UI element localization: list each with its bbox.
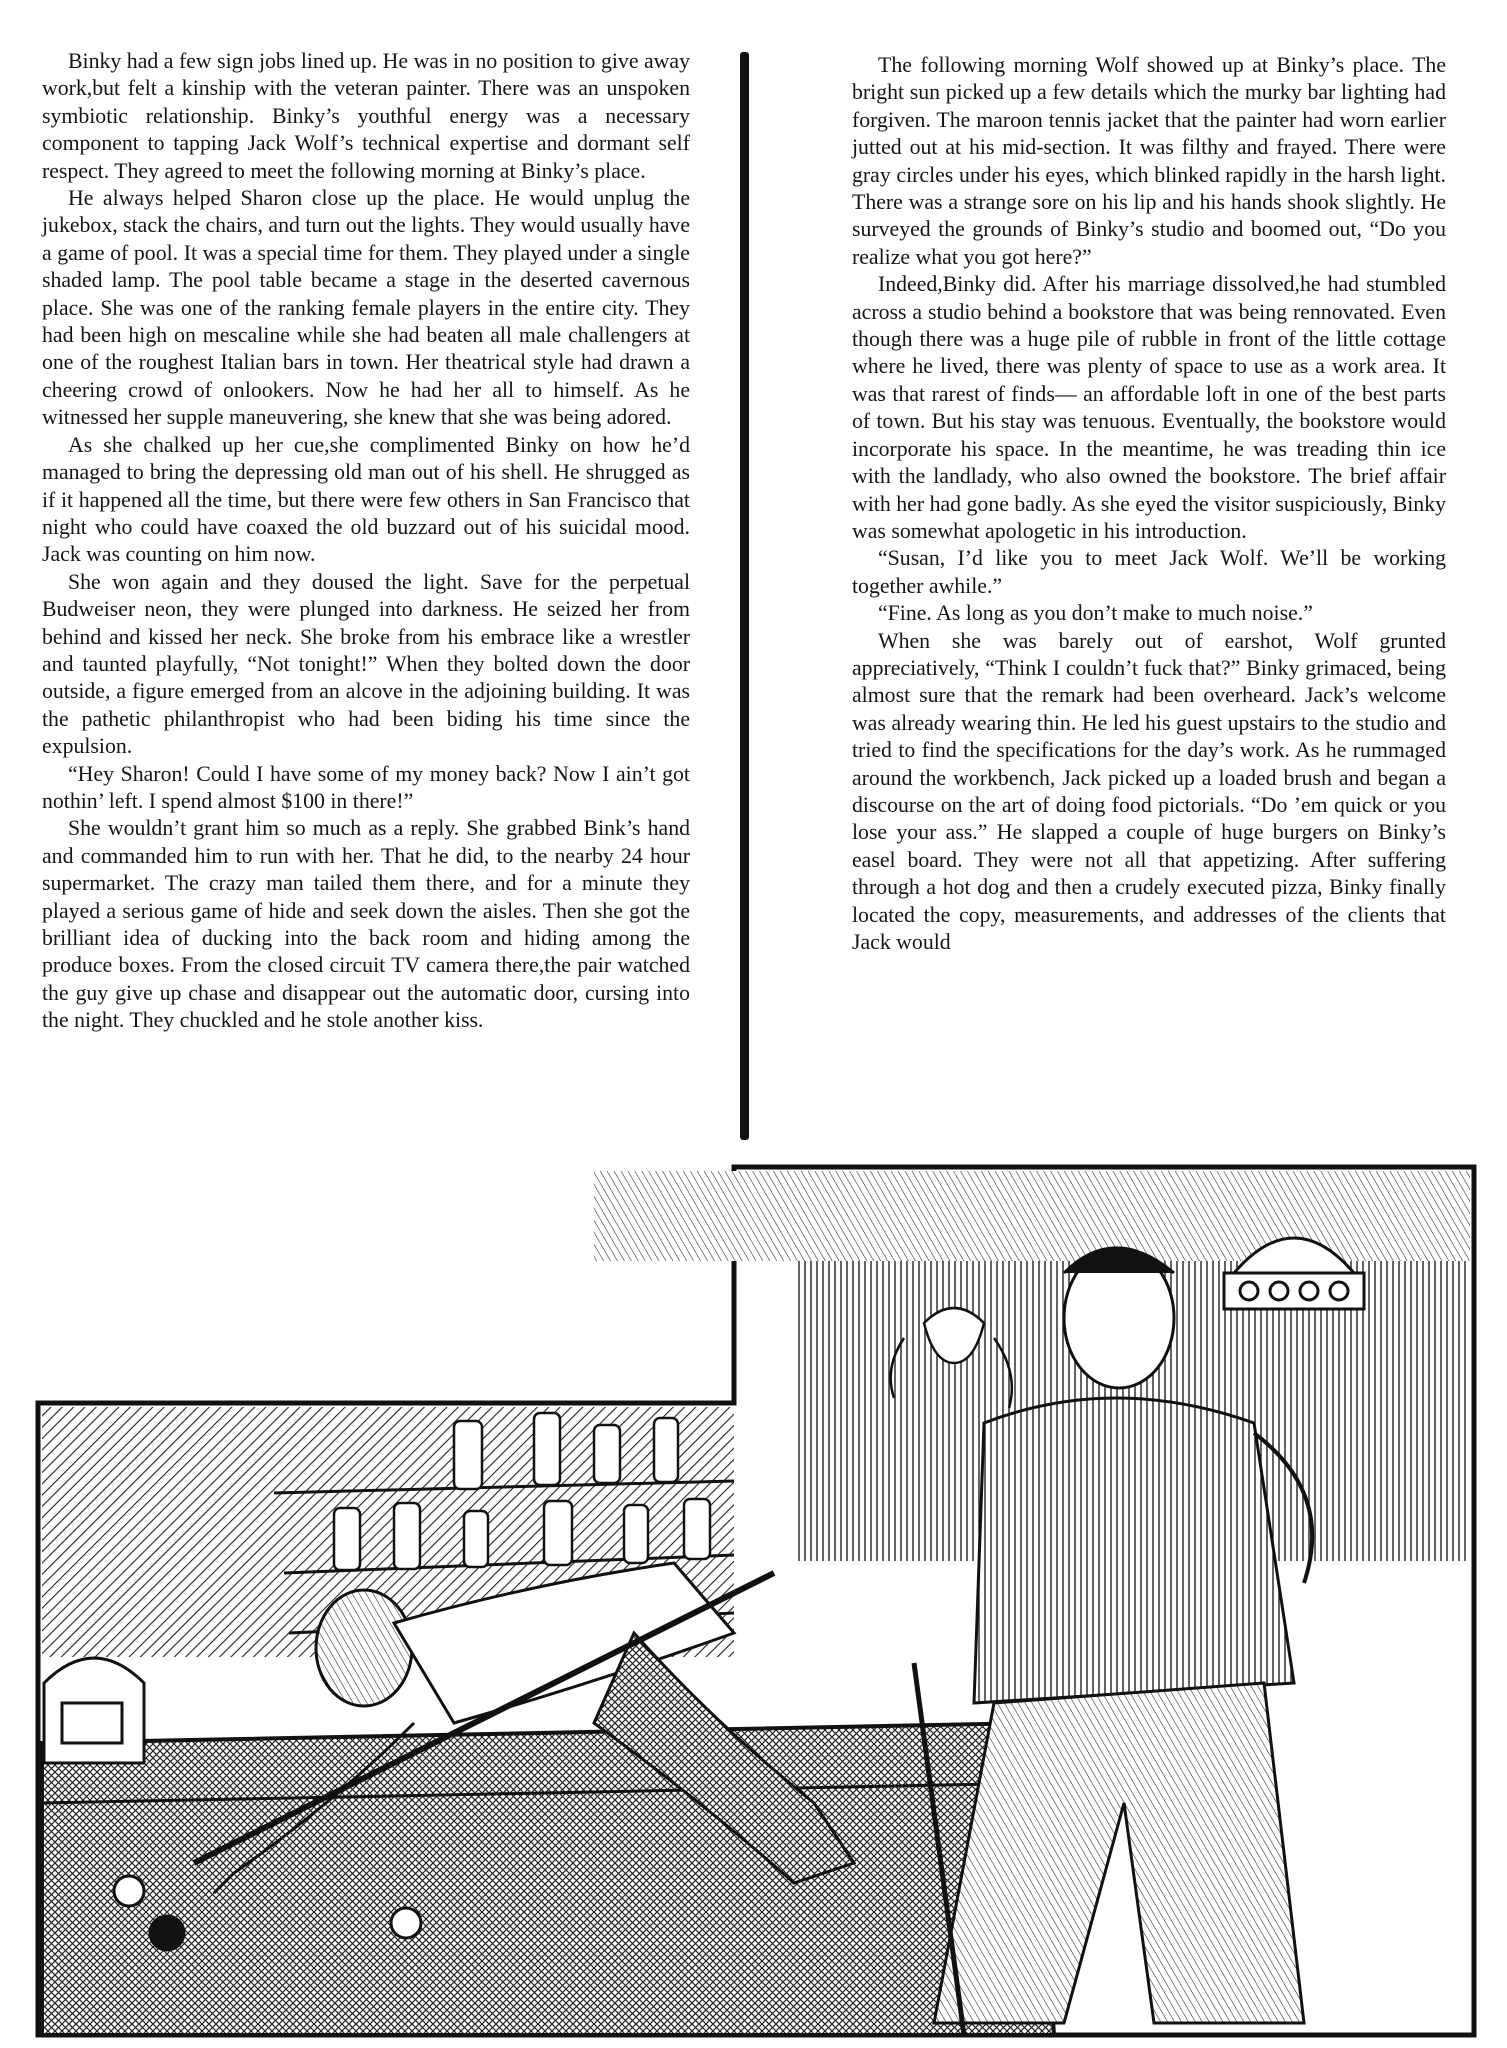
paragraph: He always helped Sharon close up the place. He would unplug the jukebox, stack the chairs, and turn out the lights. They would usually have a game of pool. It was a special time for them. They played under a single shaded lamp. The pool table became a stage in the deserted cavernous place. She was one of the ranking female players in the entire city. They had been high on mescaline while she had beaten all male challengers at one of the roughest Italian bars in town. Her theatrical style had drawn a cheering crowd of onlookers. Now he had her all to himself. As he witnessed her supple maneuvering, she knew that she was being adored.: [42, 186, 690, 430]
paragraph: The following morning Wolf showed up at Binky’s place. The bright sun picked up a few details which the murky bar lighting had forgiven. The maroon tennis jacket that the painter had worn earlier jutted out at his mid-section. It was filthy and frayed. There were gray circles under his eyes, which blinked rapidly in the harsh light. There was a strange sore on his lip and his hands shook slightly. He surveyed the grounds of Binky’s studio and boomed out, “Do you realize what you got here?”: [852, 53, 1446, 269]
pool-table: [42, 1723, 1054, 2035]
paragraph: As she chalked up her cue,she complimented Binky on how he’d managed to bring the depressing old man out of his shell. He shrugged as if it happened all the time, but there were few others in San Francisco that night who could have coaxed the old buzzard out of his suicidal mood. Jack was counting on him now.: [42, 432, 690, 567]
left-text-column: [42, 48, 690, 1035]
paragraph: Indeed,Binky did. After his marriage dissolved,he had stumbled across a studio behind a bookstore that was being rennovated. Even though there was a huge pile of rubble in front of the little cottage where he lived, there was plenty of space to use as a work area. It was that rarest of finds— an affordable loft in one of the best parts of town. But his stay was tenuous. Eventually, the bookstore would incorporate his space. In the meantime, he was treading thin ice with the landlady, who also owned the bookstore. The brief affair with her had gone badly. As she eyed the visitor suspiciously, Binky was somewhat apologetic in his introduction.: [852, 272, 1446, 543]
column-divider-rule: [740, 52, 749, 1140]
paragraph: She won again and they doused the light. Save for the perpetual Budweiser neon, they were plunged into darkness. He seized her from behind and kissed her neck. She broke from his embrace like a wrestler and taunted playfully, “Not tonight!” When they bolted down the door outside, a figure emerged from an alcove in the adjoining building. It was the pathetic philanthropist who had been biding his time since the expulsion.: [42, 569, 690, 759]
paragraph: Binky had a few sign jobs lined up. He was in no position to give away work,but felt a kinship with the veteran painter. There was an unspoken symbiotic relationship. Binky’s youthful energy was a necessary component to tapping Jack Wolf’s technical expertise and dormant self respect. They agreed to meet the following morning at Binky’s place.: [42, 49, 690, 183]
paragraph: “Susan, I’d like you to meet Jack Wolf. We’ll be working together awhile.”: [852, 546, 1446, 598]
paragraph: “Hey Sharon! Could I have some of my money back? Now I ain’t got nothin’ left. I spend almost $100 in there!”: [42, 761, 690, 813]
paragraph: When she was barely out of earshot, Wolf grunted appreciatively, “Think I couldn’t fuck that?” Binky grimaced, being almost sure that the remark had been overheard. Jack’s welcome was already wearing thin. He led his guest upstairs to the studio and tried to find the specifications for the day’s work. As he rummaged around the workbench, Jack picked up a loaded brush and began a discourse on the art of doing food pictorials. “Do ’em quick or you lose your ass.” He slapped a couple of huge burgers on Binky’s easel board. They were not all that appetizing. After suffering through a hot dog and then a crudely executed pizza, Binky finally located the copy, measurements, and addresses of the clients that Jack would: [852, 628, 1446, 954]
paragraph: She wouldn’t grant him so much as a reply. She grabbed Bink’s hand and commanded him to run with her. That he did, to the nearby 24 hour supermarket. The crazy man tailed them there, and for a minute they played a serious game of hide and seek down the aisles. Then she got the brilliant idea of ducking into the back room and hiding among the produce boxes. From the closed circuit TV camera there,the pair watched the guy give up chase and disappear out the automatic door, cursing into the night. They chuckled and he stole another kiss.: [42, 816, 690, 1033]
room-ceiling: [594, 1171, 1470, 1261]
right-text-column: [852, 52, 1446, 956]
jukebox: [44, 1658, 144, 1763]
pool-hall-illustration: [34, 1163, 1479, 2040]
paragraph: “Fine. As long as you don’t make to much noise.”: [878, 601, 1313, 626]
